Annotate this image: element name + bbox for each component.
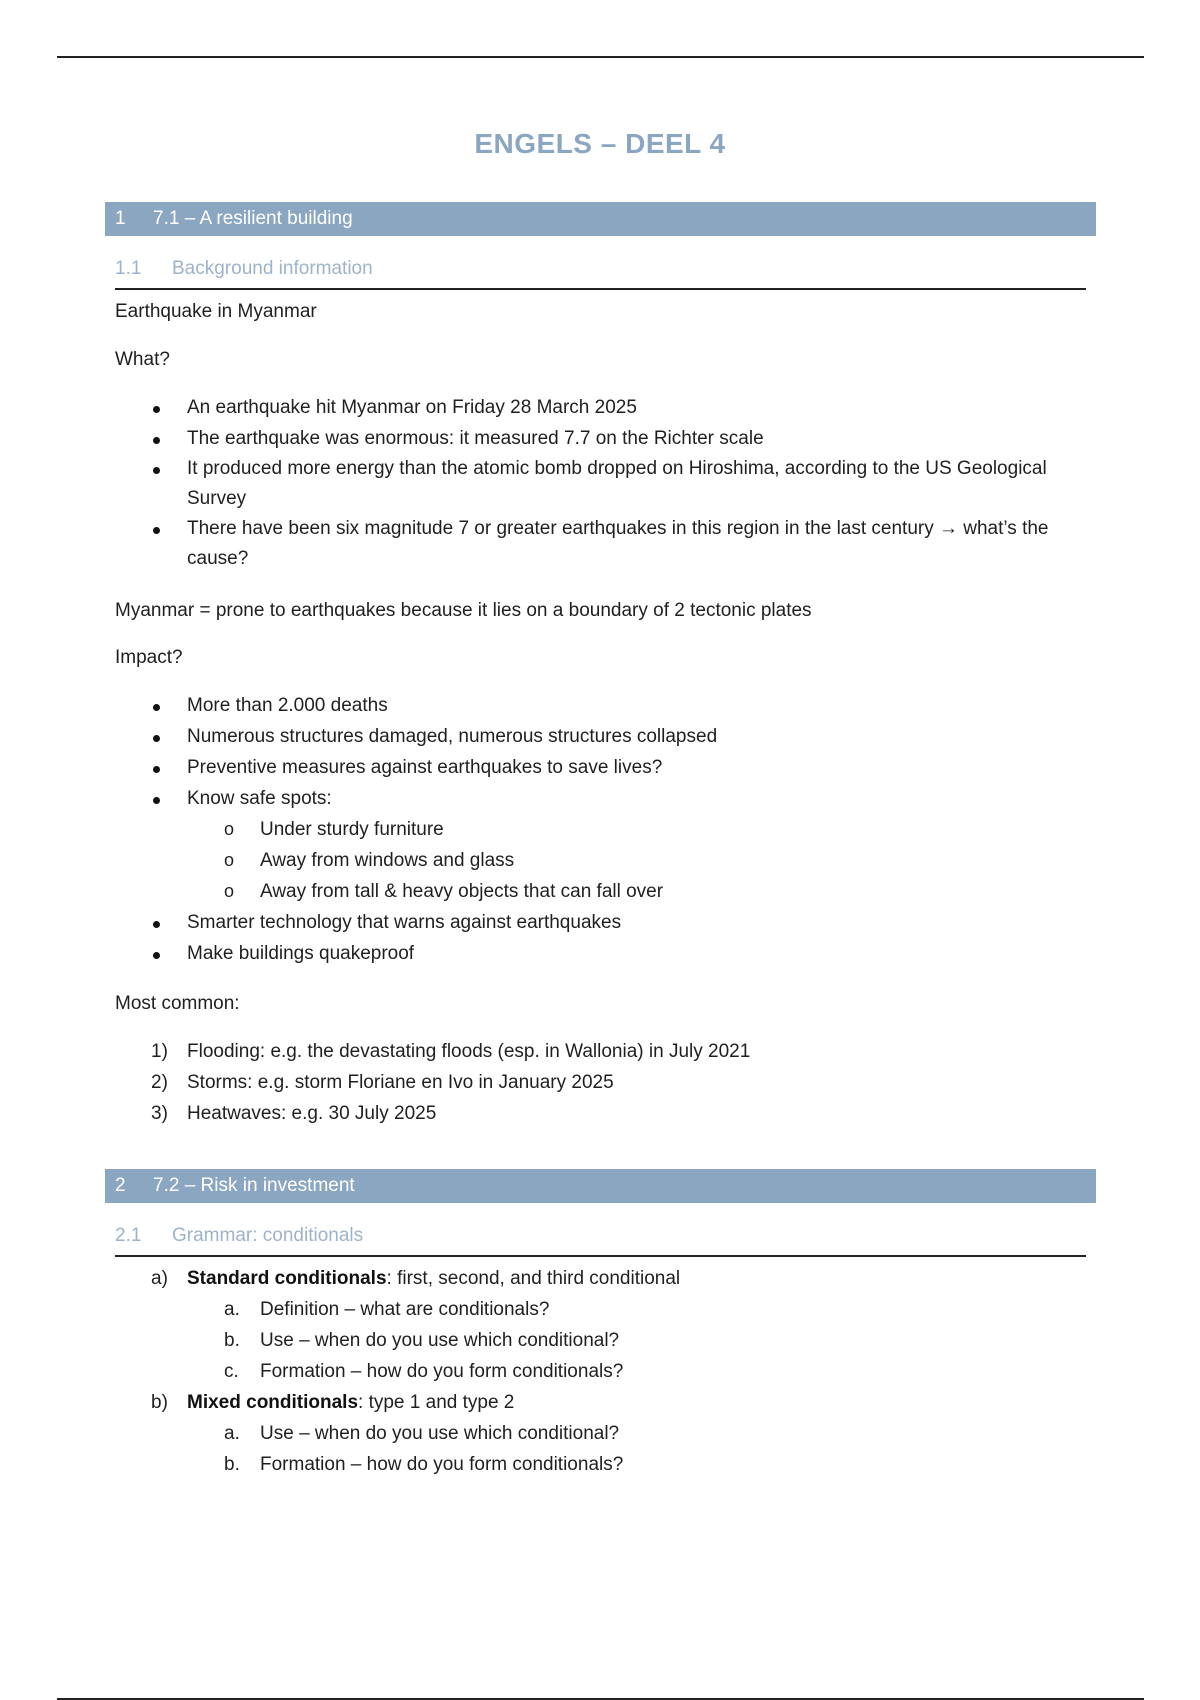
list-item: Make buildings quakeproof [115, 938, 1095, 969]
impact-list [115, 690, 1095, 969]
document-title: ENGELS – DEEL 4 [474, 128, 726, 159]
list-item: 3) Heatwaves: e.g. 30 July 2025 [151, 1103, 437, 1124]
bullet-icon [153, 704, 160, 711]
what-label: What? [115, 349, 170, 370]
circle-bullet-icon: o [224, 850, 235, 870]
sub-list-item: a. Definition – what are conditionals? [224, 1299, 550, 1320]
list-item: 1) Flooding: e.g. the devastating floods (esp. in Wallonia) in July 2021 [151, 1041, 751, 1062]
list-item: Smarter technology that warns against earthquakes [115, 907, 1095, 938]
subsection-number: 2.1 [115, 1225, 142, 1246]
list-item: It produced more energy than the atomic bomb dropped on Hiroshima, according to the US Geological Survey [115, 454, 1095, 514]
subsection-label: Grammar: conditionals [172, 1225, 364, 1246]
common-label: Most common: [115, 993, 240, 1014]
section-number: 2 [115, 1175, 126, 1196]
subsection-label: Background information [172, 258, 373, 279]
list-item: a) Standard conditionals: first, second, and third conditional [151, 1268, 681, 1289]
bullet-icon [153, 735, 160, 742]
section-heading-2 [105, 1169, 1096, 1203]
sub-list-item: o Away from tall & heavy objects that can fall over [115, 876, 1095, 907]
bullet-icon [153, 437, 160, 444]
circle-bullet-icon: o [224, 881, 235, 901]
circle-bullet-icon: o [224, 819, 235, 839]
bullet-icon [153, 766, 160, 773]
conditionals-list [115, 1263, 1095, 1480]
bullet-icon [153, 952, 160, 959]
impact-label: Impact? [115, 647, 183, 668]
sub-list-item: b. Use – when do you use which conditional? [224, 1330, 620, 1351]
list-item: The earthquake was enormous: it measured 7.7 on the Richter scale [115, 423, 1095, 454]
sub-list-item: a. Use – when do you use which conditional? [224, 1423, 620, 1444]
sub-list-item: b. Formation – how do you form conditionals? [224, 1454, 624, 1475]
cause-paragraph: Myanmar = prone to earthquakes because it lies on a boundary of 2 tectonic plates [115, 600, 812, 621]
section-label: 7.2 – Risk in investment [153, 1175, 355, 1196]
sub-list-item: o Away from windows and glass [115, 845, 1095, 876]
header-rule [57, 56, 1144, 58]
list-item: Know safe spots: [115, 783, 1095, 814]
section-label: 7.1 – A resilient building [153, 208, 353, 229]
bold-term: Standard conditionals [187, 1268, 387, 1289]
subsection-heading-2-1 [115, 1225, 1086, 1257]
list-item: An earthquake hit Myanmar on Friday 28 March 2025 [115, 392, 1095, 423]
bold-term: Mixed conditionals [187, 1392, 359, 1413]
section-number: 1 [115, 208, 126, 229]
intro-paragraph: Earthquake in Myanmar [115, 301, 317, 322]
sub-list-item: c. Formation – how do you form conditionals? [224, 1361, 624, 1382]
subsection-heading-1-1 [115, 258, 1086, 290]
bullet-icon [153, 527, 160, 534]
section-heading-1 [105, 202, 1096, 236]
list-item: There have been six magnitude 7 or greater earthquakes in this region in the last century → what’s the cause? [115, 514, 1095, 574]
bullet-icon [153, 406, 160, 413]
bullet-icon [153, 797, 160, 804]
sub-list-item: o Under sturdy furniture [115, 814, 1095, 845]
common-list [115, 1036, 1095, 1129]
list-item: More than 2.000 deaths [115, 690, 1095, 721]
what-list [115, 392, 1095, 574]
list-item: Numerous structures damaged, numerous structures collapsed [115, 721, 1095, 752]
bullet-icon [153, 921, 160, 928]
subsection-number: 1.1 [115, 258, 142, 279]
list-item: Preventive measures against earthquakes to save lives? [115, 752, 1095, 783]
bullet-icon [153, 467, 160, 474]
list-item: b) Mixed conditionals: type 1 and type 2 [151, 1392, 515, 1413]
list-item: 2) Storms: e.g. storm Floriane en Ivo in January 2025 [151, 1072, 614, 1093]
